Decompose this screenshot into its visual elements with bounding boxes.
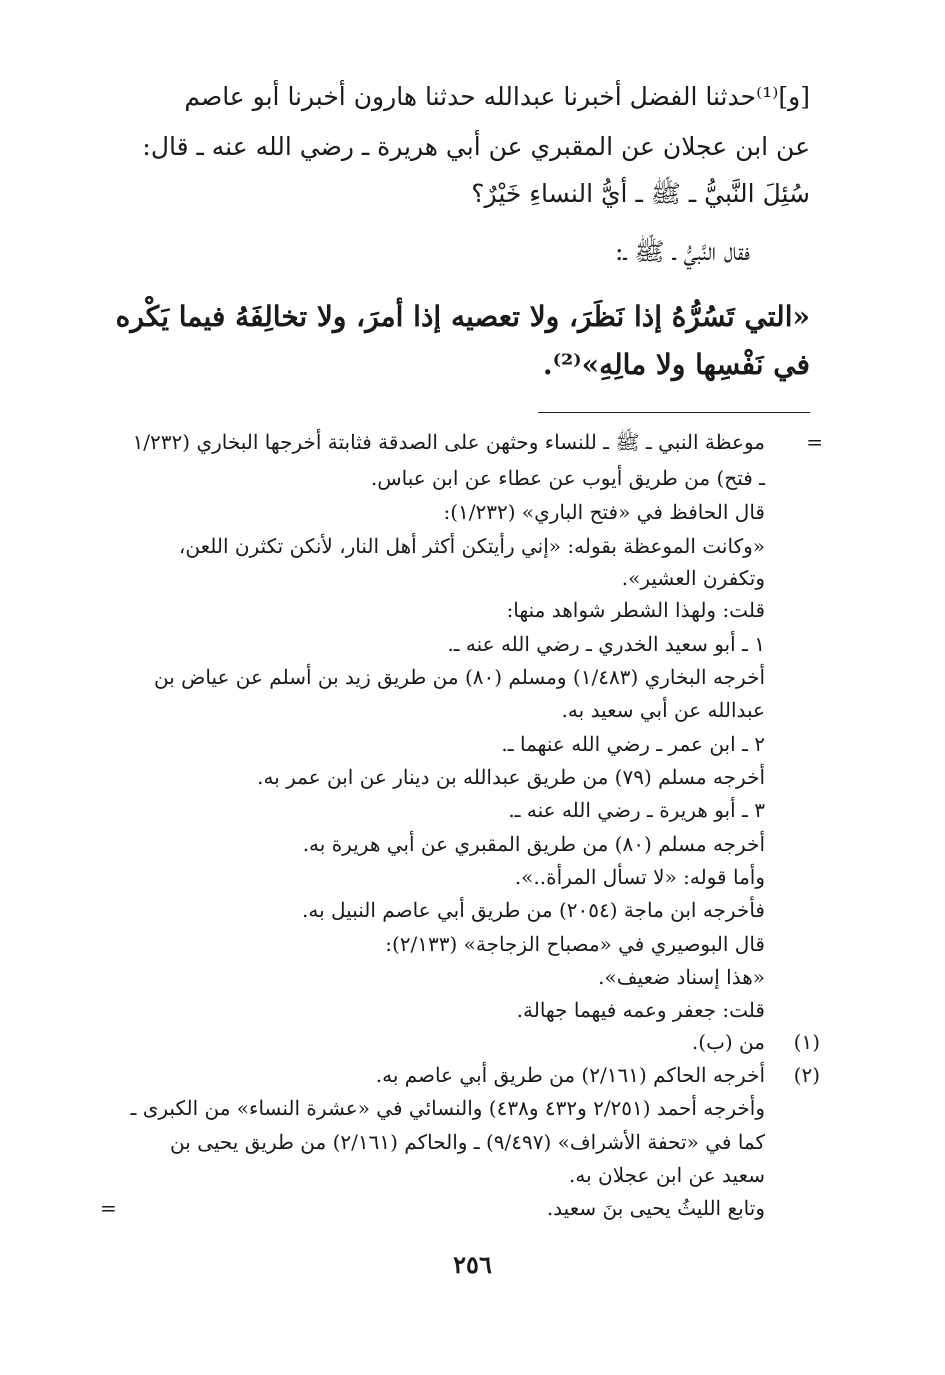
footnote-line: قلت: ولهذا الشطر شواهد منها: <box>506 598 765 622</box>
footnote-line: وتكفرن العشير». <box>621 566 765 590</box>
footnote-line: وأخرجه أحمد (٢/٢٥١ و٤٣٢ و٤٣٨) والنسائي في «عشرة النساء» من الكبرى ـ <box>130 1096 765 1120</box>
hadith-text-line: «التي تَسُرُّهُ إذا نَظَرَ، ولا تعصيه إذا أمرَ، ولا تخالِفَهُ فيما يَكْره <box>115 300 810 333</box>
footnote-line: قال الحافظ في «فتح الباري» (١/٢٣٢): <box>443 500 765 524</box>
footnote-line: ٣ ـ أبو هريرة ـ رضي الله عنه ـ. <box>508 798 765 822</box>
main-text-line: فقال النَّبيُّ ـ ﷺ ـ: <box>614 237 750 266</box>
main-text-line: عن ابن عجلان عن المقبري عن أبي هريرة ـ رضي الله عنه ـ قال: <box>142 132 810 161</box>
footnote-line: أخرجه البخاري (١/٤٨٣) ومسلم (٨٠) من طريق زيد بن أسلم عن عياض بن <box>154 665 765 689</box>
main-text-line: سُئِلَ النَّبيُّ ـ ﷺ ـ أيُّ النساءِ خَيْرٌ؟ <box>471 179 810 208</box>
page-number: ٢٥٦ <box>453 1250 492 1279</box>
footnote-line: سعيد عن ابن عجلان به. <box>569 1163 765 1187</box>
footnote-line: ـ فتح) من طريق أيوب عن عطاء عن ابن عباس. <box>370 466 765 490</box>
footnote-line: عبدالله عن أبي سعيد به. <box>561 698 765 722</box>
footnote-line: من (ب). <box>691 1030 765 1054</box>
footnote-line: وتابع الليثُ يحيى بنَ سعيد. <box>546 1196 765 1220</box>
footnote-line: «وكانت الموعظة بقوله: «إني رأيتكن أكثر أهل النار، لأنكن تكثرن اللعن، <box>178 534 765 558</box>
footnote-line: أخرجه مسلم (٧٩) من طريق عبدالله بن دينار عن ابن عمر به. <box>257 765 765 789</box>
footnote-line: أخرجه مسلم (٨٠) من طريق المقبري عن أبي هريرة به. <box>302 832 765 856</box>
footnote-line: قال البوصيري في «مصباح الزجاجة» (٢/١٣٣): <box>385 932 765 956</box>
continuation-mark: = <box>806 430 823 454</box>
footnote-line: كما في «تحفة الأشراف» (٩/٤٩٧) ـ والحاكم (٢/١٦١) من طريق يحيى بن <box>170 1130 765 1154</box>
footnote-number: (١) <box>793 1030 820 1054</box>
footnote-line: موعظة النبي ـ ﷺ ـ للنساء وحثهن على الصدقة فثابتة أخرجها البخاري (١/٢٣٢ <box>132 430 765 454</box>
footnote-separator <box>538 412 810 413</box>
hadith-text-line: في نَفْسِها ولا مالِهِ»⁽²⁾. <box>542 348 810 381</box>
footnote-number: (٢) <box>793 1063 820 1087</box>
continuation-mark: = <box>100 1196 117 1220</box>
main-text-line: [و]⁽¹⁾حدثنا الفضل أخبرنا عبدالله حدثنا هارون أخبرنا أبو عاصم <box>184 82 810 111</box>
footnote-line: أخرجه الحاكم (٢/١٦١) من طريق أبي عاصم به. <box>375 1063 765 1087</box>
footnote-line: «هذا إسناد ضعيف». <box>598 965 765 989</box>
footnote-line: وأما قوله: «لا تسأل المرأة..». <box>514 865 765 889</box>
footnote-line: ٢ ـ ابن عمر ـ رضي الله عنهما ـ. <box>501 732 765 756</box>
footnote-line: ١ ـ أبو سعيد الخدري ـ رضي الله عنه ـ. <box>447 632 765 656</box>
footnote-line: فأخرجه ابن ماجة (٢٠٥٤) من طريق أبي عاصم النبيل به. <box>302 898 765 922</box>
footnote-line: قلت: جعفر وعمه فيهما جهالة. <box>516 998 765 1022</box>
